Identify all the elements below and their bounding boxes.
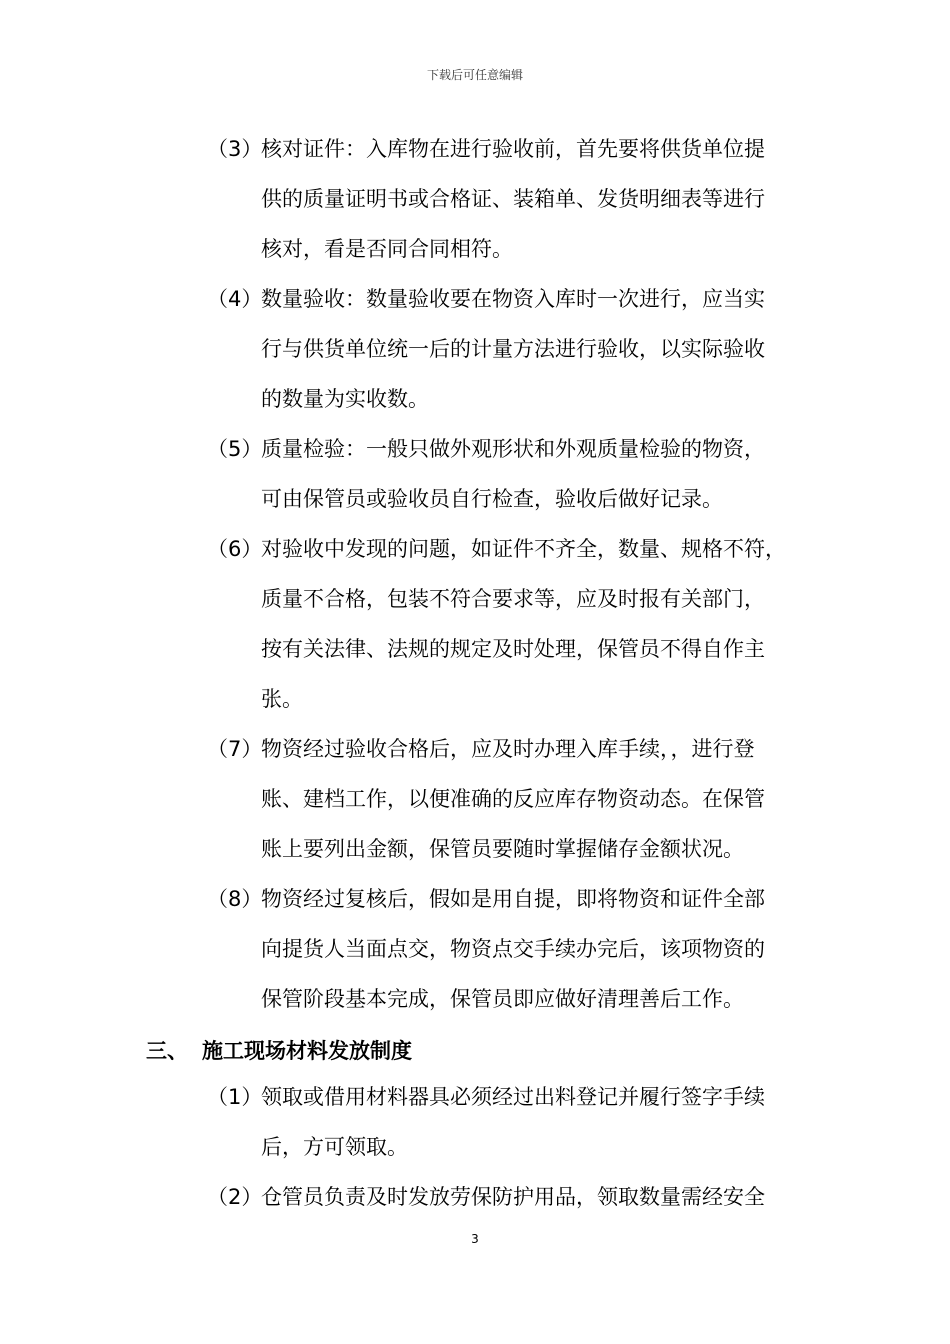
item-line: 向提货人当面点交，物资点交手续办完后，该项物资的 (261, 937, 765, 961)
item-line: 保管阶段基本完成，保管员即应做好清理善后工作。 (261, 987, 744, 1011)
item-line: 的数量为实收数。 (261, 387, 429, 411)
item-line: 账上要列出金额，保管员要随时掌握储存金额状况。 (261, 837, 744, 861)
item-line: 供的质量证明书或合格证、装箱单、发货明细表等进行 (261, 187, 765, 211)
item-line: 质量不合格，包装不符合要求等，应及时报有关部门， (261, 587, 765, 611)
item-number: （1） (207, 1085, 263, 1109)
list-item (207, 1172, 765, 1222)
section-number: 三、 (146, 1039, 188, 1063)
page-number: 3 (471, 1232, 479, 1246)
header-note: 下载后可任意编辑 (426, 68, 523, 82)
item-line: 物资经过验收合格后，应及时办理入库手续，，进行登 (261, 737, 755, 761)
item-line: 按有关法律、法规的规定及时处理，保管员不得自作主 (261, 637, 765, 661)
item-line: 数量验收：数量验收要在物资入库时一次进行，应当实 (261, 287, 765, 311)
item-line: 后，方可领取。 (261, 1135, 408, 1159)
item-number: （4） (207, 287, 263, 311)
section-heading (146, 1026, 412, 1076)
item-line: 对验收中发现的问题，如证件不齐全，数量、规格不符， (261, 537, 786, 561)
list-item (207, 1072, 765, 1172)
item-line: 物资经过复核后，假如是用自提，即将物资和证件全部 (261, 887, 765, 911)
list-item (207, 124, 765, 274)
item-line: 核对证件：入库物在进行验收前，首先要将供货单位提 (261, 137, 765, 161)
list-item (207, 424, 765, 524)
item-number: （6） (207, 537, 263, 561)
item-line: 仓管员负责及时发放劳保防护用品，领取数量需经安全 (261, 1185, 765, 1209)
list-item (207, 524, 786, 724)
section-title: 施工现场材料发放制度 (202, 1039, 412, 1063)
item-line: 质量检验：一般只做外观形状和外观质量检验的物资， (261, 437, 765, 461)
item-number: （5） (207, 437, 263, 461)
item-number: （2） (207, 1185, 263, 1209)
item-line: 账、建档工作，以便准确的反应库存物资动态。在保管 (261, 787, 765, 811)
list-item (207, 874, 765, 1024)
list-item (207, 274, 765, 424)
item-line: 张。 (261, 687, 303, 711)
item-number: （3） (207, 137, 263, 161)
item-line: 核对，看是否同合同相符。 (261, 237, 513, 261)
item-line: 领取或借用材料器具必须经过出料登记并履行签字手续 (261, 1085, 765, 1109)
list-item (207, 724, 765, 874)
item-number: （7） (207, 737, 263, 761)
item-line: 行与供货单位统一后的计量方法进行验收，以实际验收 (261, 337, 765, 361)
item-line: 可由保管员或验收员自行检查，验收后做好记录。 (261, 487, 723, 511)
item-number: （8） (207, 887, 263, 911)
